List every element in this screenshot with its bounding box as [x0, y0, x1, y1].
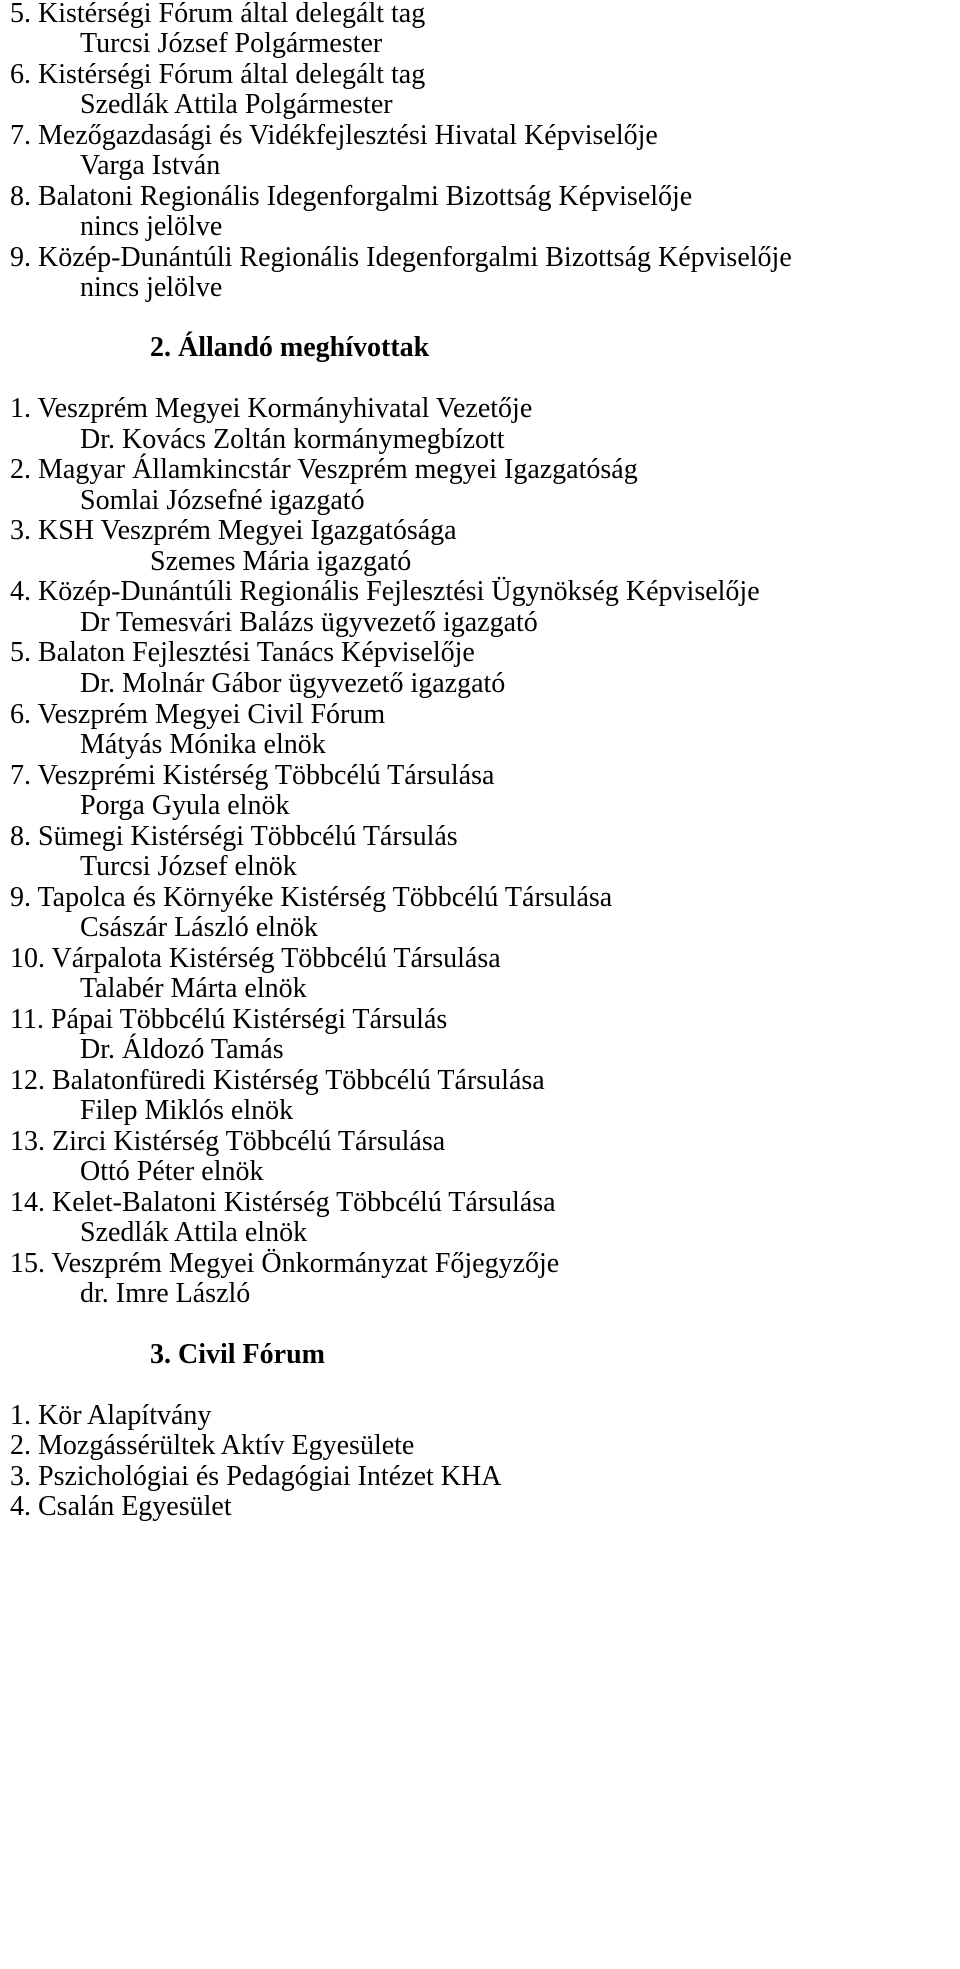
list-item: 6. Kistérségi Fórum által delegált tag — [10, 59, 426, 90]
member-name: Turcsi József elnök — [80, 851, 297, 882]
member-name: nincs jelölve — [80, 211, 223, 242]
member-name: Dr Temesvári Balázs ügyvezető igazgató — [80, 607, 538, 638]
member-name: Szemes Mária igazgató — [150, 546, 412, 577]
member-name: nincs jelölve — [80, 272, 223, 303]
list-item: 10. Várpalota Kistérség Többcélú Társulása — [10, 943, 501, 974]
member-name: dr. Imre László — [80, 1278, 251, 1309]
list-item: 3. Pszichológiai és Pedagógiai Intézet KHA — [10, 1461, 502, 1492]
member-name: Talabér Márta elnök — [80, 973, 307, 1004]
member-name: Ottó Péter elnök — [80, 1156, 264, 1187]
list-item: 6. Veszprém Megyei Civil Fórum — [10, 699, 386, 730]
list-item: 2. Mozgássérültek Aktív Egyesülete — [10, 1430, 415, 1461]
member-name: Somlai Józsefné igazgató — [80, 485, 365, 516]
list-item: 12. Balatonfüredi Kistérség Többcélú Társulása — [10, 1065, 545, 1096]
list-item: 8. Sümegi Kistérségi Többcélú Társulás — [10, 821, 458, 852]
section-heading-allando-meghivottak: 2. Állandó meghívottak — [150, 332, 430, 363]
member-name: Porga Gyula elnök — [80, 790, 290, 821]
member-name: Filep Miklós elnök — [80, 1095, 294, 1126]
member-name: Szedlák Attila Polgármester — [80, 89, 393, 120]
list-item: 1. Veszprém Megyei Kormányhivatal Vezetője — [10, 393, 533, 424]
list-item: 7. Mezőgazdasági és Vidékfejlesztési Hivatal Képviselője — [10, 120, 658, 151]
list-item: 7. Veszprémi Kistérség Többcélú Társulása — [10, 760, 495, 791]
member-name: Dr. Molnár Gábor ügyvezető igazgató — [80, 668, 506, 699]
list-item: 4. Közép-Dunántúli Regionális Fejlesztési Ügynökség Képviselője — [10, 576, 760, 607]
member-name: Dr. Kovács Zoltán kormánymegbízott — [80, 424, 505, 455]
member-name: Turcsi József Polgármester — [80, 28, 383, 59]
list-item: 9. Közép-Dunántúli Regionális Idegenforgalmi Bizottság Képviselője — [10, 242, 792, 273]
list-item: 5. Kistérségi Fórum által delegált tag — [10, 0, 426, 29]
member-name: Varga István — [80, 150, 221, 181]
section-heading-civil-forum: 3. Civil Fórum — [150, 1339, 325, 1370]
list-item: 5. Balaton Fejlesztési Tanács Képviselője — [10, 637, 475, 668]
member-name: Dr. Áldozó Tamás — [80, 1034, 284, 1065]
member-name: Szedlák Attila elnök — [80, 1217, 308, 1248]
member-name: Mátyás Mónika elnök — [80, 729, 326, 760]
list-item: 11. Pápai Többcélú Kistérségi Társulás — [10, 1004, 448, 1035]
list-item: 13. Zirci Kistérség Többcélú Társulása — [10, 1126, 446, 1157]
list-item: 2. Magyar Államkincstár Veszprém megyei Igazgatóság — [10, 454, 638, 485]
list-item: 15. Veszprém Megyei Önkormányzat Főjegyzője — [10, 1248, 560, 1279]
list-item: 8. Balatoni Regionális Idegenforgalmi Bizottság Képviselője — [10, 181, 693, 212]
list-item: 9. Tapolca és Környéke Kistérség Többcélú Társulása — [10, 882, 613, 913]
list-item: 4. Csalán Egyesület — [10, 1491, 232, 1522]
list-item: 14. Kelet-Balatoni Kistérség Többcélú Társulása — [10, 1187, 556, 1218]
list-item: 1. Kör Alapítvány — [10, 1400, 212, 1431]
list-item: 3. KSH Veszprém Megyei Igazgatósága — [10, 515, 457, 546]
member-name: Császár László elnök — [80, 912, 318, 943]
